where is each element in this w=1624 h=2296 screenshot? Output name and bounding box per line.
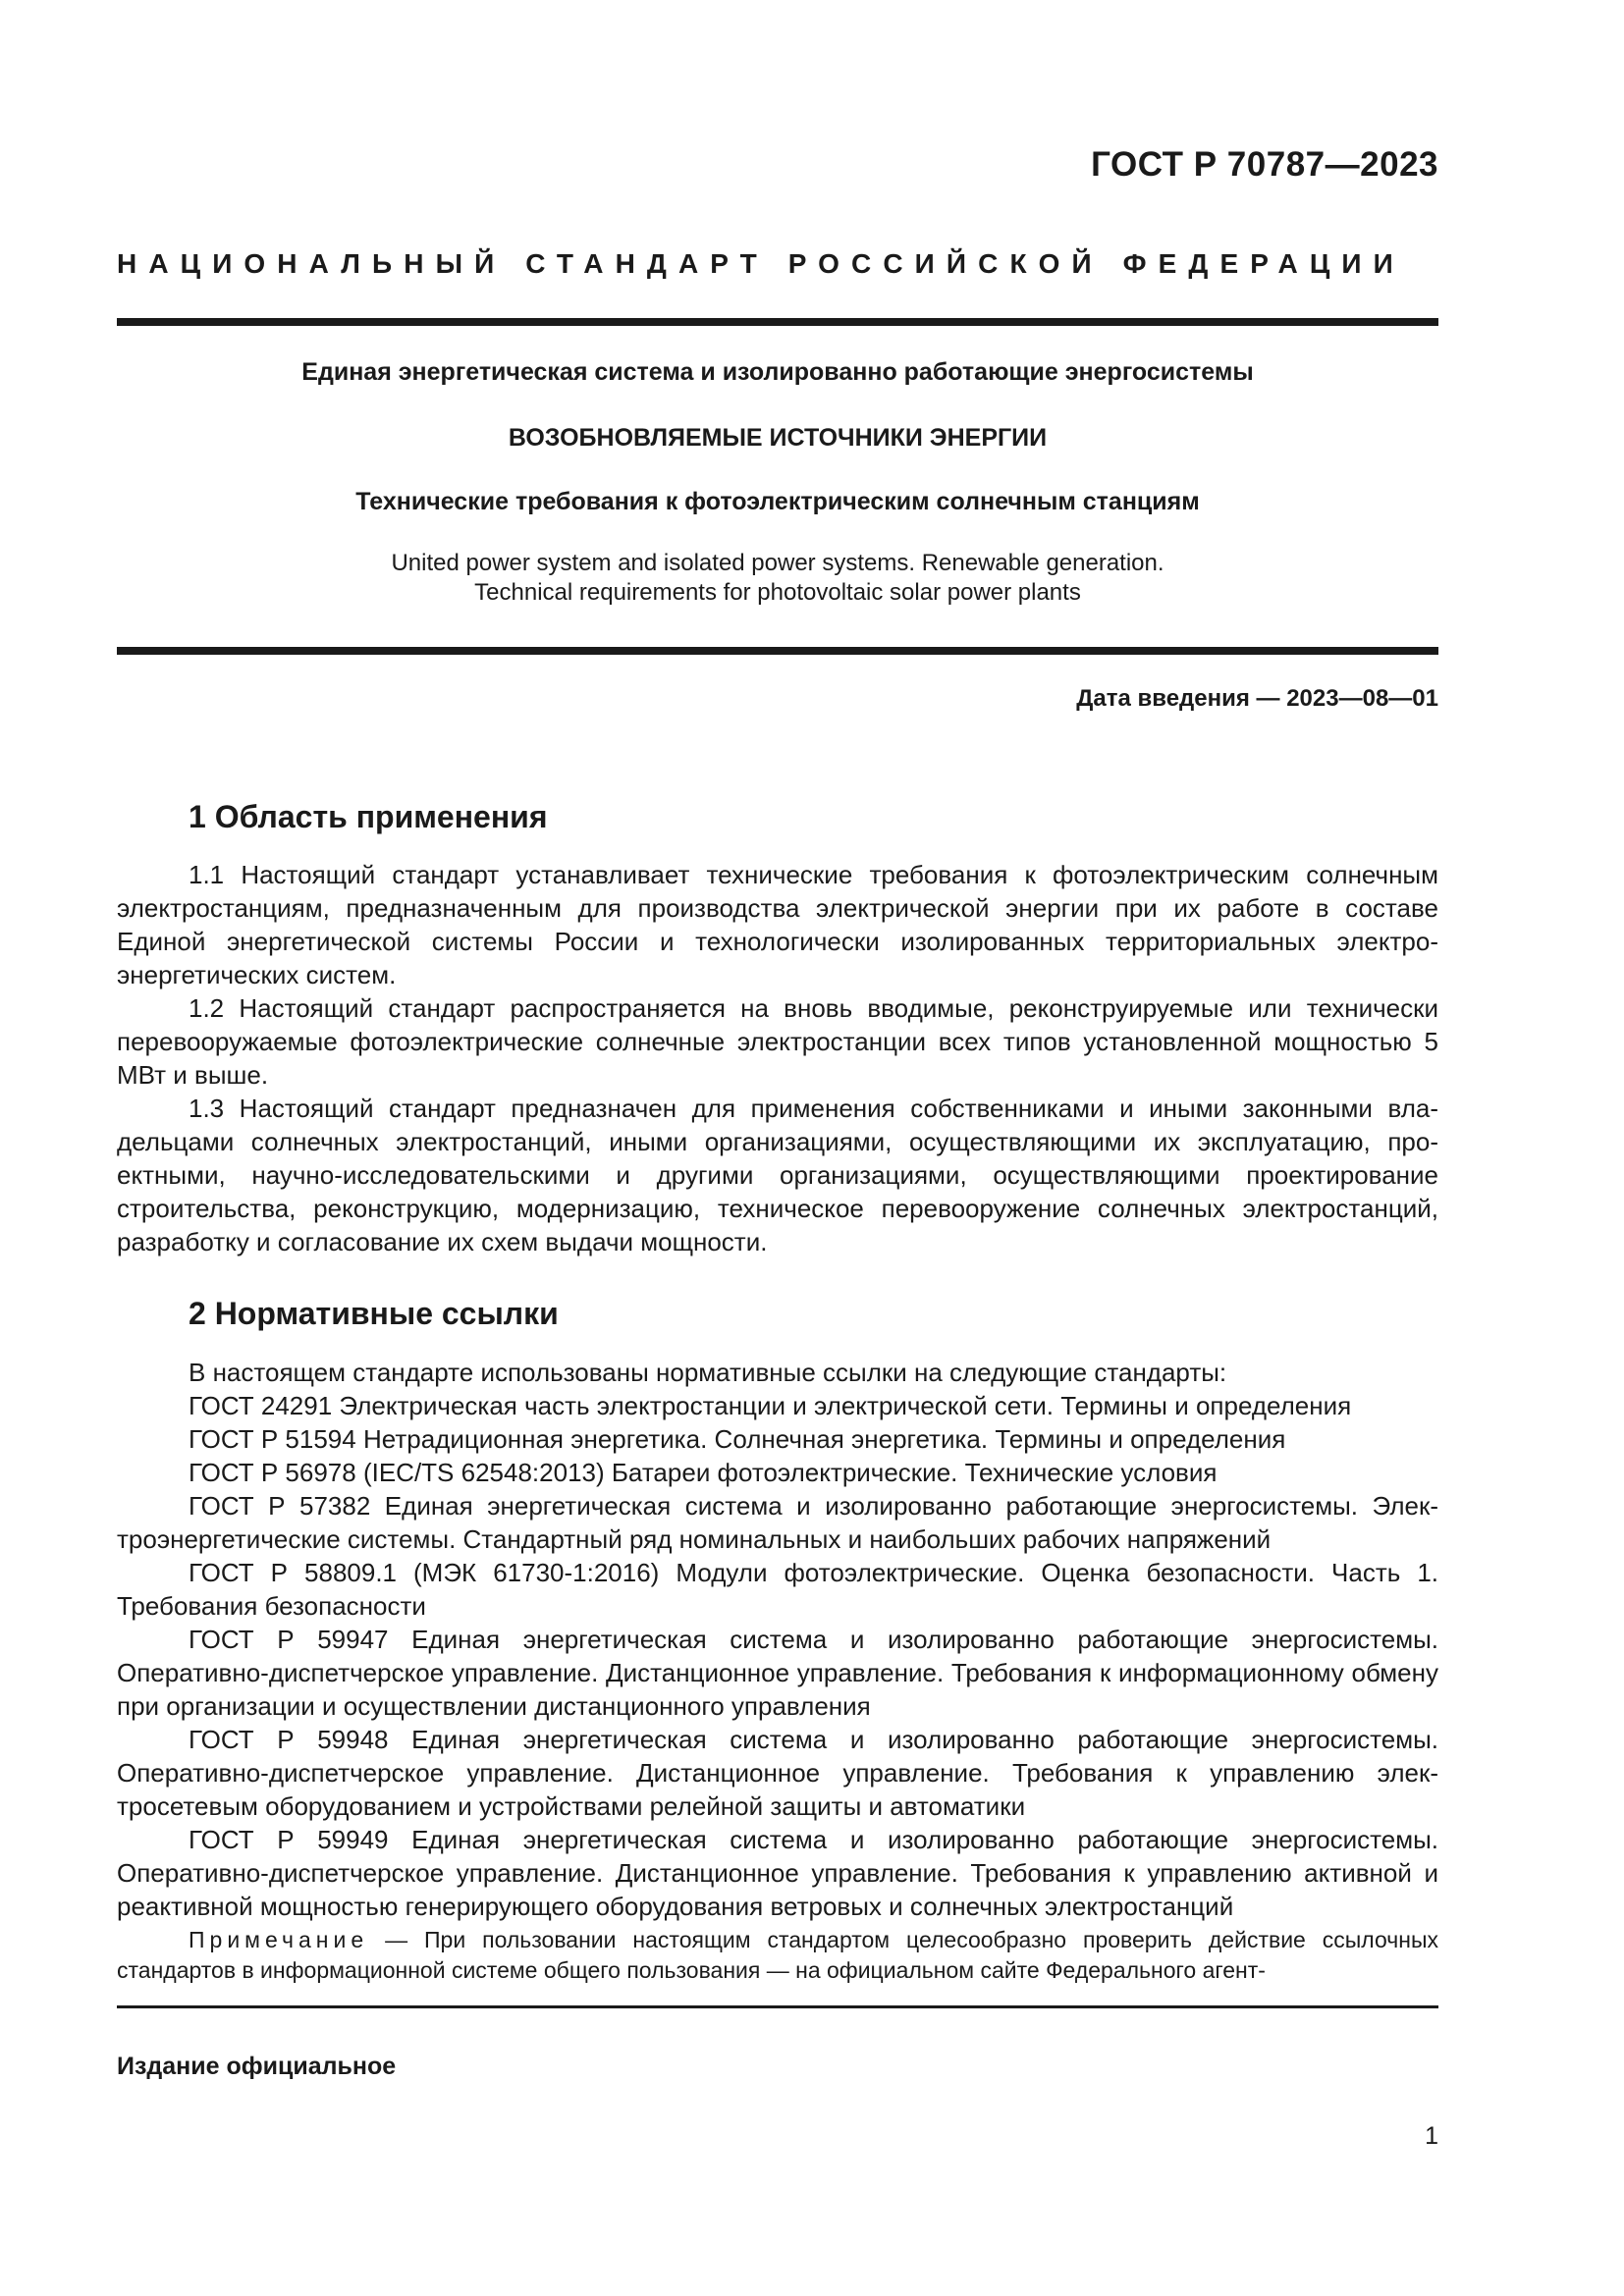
section-2-heading: 2 Нормативные ссылки [189,1296,559,1331]
english-title-line-2: Technical requirements for photovoltaic solar power plants [474,579,1081,606]
section-1-heading: 1 Область применения [189,799,548,834]
paragraph-1-2: 1.2 Настоящий стандарт распространяется на вновь вводимые, реконструируемые или технически перевооружаемые фотоэлектрические солнечные электростанции всех типов установленной мощностью 5 МВт и выше. [117,993,1438,1090]
reference-gost-r-57382: ГОСТ Р 57382 Единая энергетическая система и изолированно работающие энергосистемы. Электроэнергетические системы. Стандартный ряд номинальных и наибольших рабочих напряжений [117,1491,1438,1554]
section-1-body [117,858,1438,1258]
document-number: ГОСТ Р 70787—2023 [1091,145,1438,184]
reference-gost-r-59947: ГОСТ Р 59947 Единая энергетическая система и изолированно работающие энергосистемы. Оперативно-диспетчерское управление. Дистанционное управление. Требования к информационному обмену при организации и осуществлении дистанционного управления [117,1625,1438,1721]
note-text: — При пользовании настоящим стандартом целесообразно проверить действие ссылочных стандартов в информационной системе общего пользования — на официальном сайте Федерального агент- [117,1927,1438,1983]
paragraph-1-1: 1.1 Настоящий стандарт устанавливает технические требования к фотоэлектрическим солнечным электростанциям, предназначенным для производства электрической энергии при их работе в составе Единой энергетической системы России и технологически изолированных территориальных электроэнергетических систем. [117,860,1438,989]
introduction-date: Дата введения — 2023—08—01 [1076,685,1438,712]
page-number: 1 [1425,2122,1438,2150]
title-divider [117,647,1438,655]
reference-gost-r-59948: ГОСТ Р 59948 Единая энергетическая система и изолированно работающие энергосистемы. Оперативно-диспетчерское управление. Дистанционное управление. Требования к управлению электросетевым оборудованием и устройствами релейной защиты и автоматики [117,1725,1438,1821]
title-line-3: Технические требования к фотоэлектрическим солнечным станциям [355,488,1200,515]
reference-gost-24291: ГОСТ 24291 Электрическая часть электростанции и электрической сети. Термины и определения [189,1391,1352,1420]
reference-gost-r-51594: ГОСТ Р 51594 Нетрадиционная энергетика. Солнечная энергетика. Термины и определения [189,1424,1286,1454]
official-edition-label: Издание официальное [117,2053,397,2080]
reference-gost-r-59949: ГОСТ Р 59949 Единая энергетическая система и изолированно работающие энергосистемы. Оперативно-диспетчерское управление. Дистанционное управление. Требования к управлению активной и реактивной мощностью генерирующего оборудования ветровых и солнечных электростанций [117,1825,1438,1921]
note [117,1925,1438,1986]
note-label: Примечание [189,1927,369,1952]
english-title-line-1: United power system and isolated power systems. Renewable generation. [391,550,1164,576]
footer-divider [117,2005,1438,2008]
top-divider [117,318,1438,326]
reference-gost-r-56978: ГОСТ Р 56978 (IEC/TS 62548:2013) Батареи фотоэлектрические. Технические условия [189,1458,1218,1487]
references-intro: В настоящем стандарте использованы нормативные ссылки на следующие стандарты: [189,1358,1227,1387]
national-standard-title: НАЦИОНАЛЬНЫЙ СТАНДАРТ РОССИЙСКОЙ ФЕДЕРАЦИИ [117,248,1405,279]
paragraph-1-3: 1.3 Настоящий стандарт предназначен для применения собственниками и иными законными владельцами солнечных электростанций, иными организациями, осуществляющими их эксплуатацию, проектными, научно-исследовательскими и другими организациями, осуществляющими проектирование строительства, реконструкцию, модернизацию, техническое перевооружение солнечных электростанций, разработку и согласование их схем выдачи мощности. [117,1094,1438,1256]
section-2-body [117,1356,1438,1923]
reference-gost-r-58809-1: ГОСТ Р 58809.1 (МЭК 61730-1:2016) Модули фотоэлектрические. Оценка безопасности. Часть 1. Требования безопасности [117,1558,1438,1621]
title-line-1: Единая энергетическая система и изолированно работающие энергосистемы [301,358,1254,386]
title-line-2: ВОЗОБНОВЛЯЕМЫЕ ИСТОЧНИКИ ЭНЕРГИИ [508,424,1048,452]
